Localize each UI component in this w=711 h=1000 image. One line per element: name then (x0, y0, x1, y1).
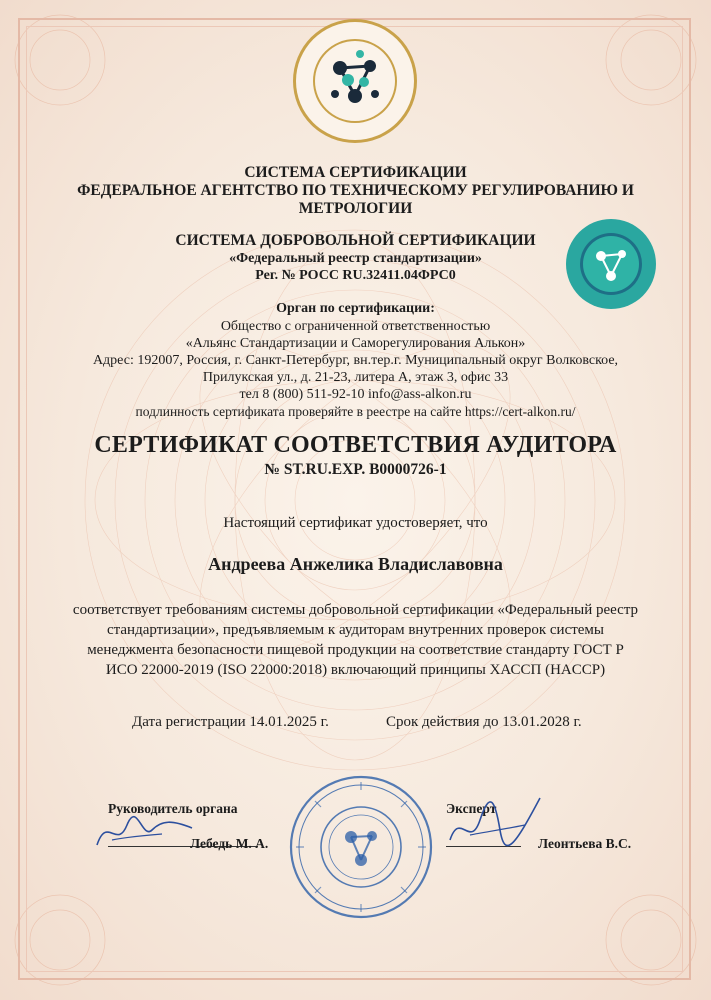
system-name: «Федеральный реестр стандартизации» (229, 251, 482, 266)
certification-body-stamp (286, 772, 436, 922)
certificate-number: № ST.RU.EXP. B0000726-1 (264, 461, 447, 478)
certificate-text-3: менеджмента безопасности пищевой продукции на соответствие стандарту ГОСТ Р (87, 642, 624, 658)
cert-body-address-1: Адрес: 192007, Россия, г. Санкт-Петербург, вн.тер.г. Муниципальный округ Волковское, (92, 353, 619, 368)
certificate-text-1: соответствует требованиям системы добровольной сертификации «Федеральный реестр (72, 602, 639, 618)
cert-body-heading: Орган по сертификации: (276, 301, 435, 316)
cert-body-line-1: Общество с ограниченной ответственностью (220, 319, 491, 334)
registration-date: Дата регистрации 14.01.2025 г. (132, 714, 329, 730)
certificate-title: СЕРТИФИКАТ СООТВЕТСТВИЯ АУДИТОРА (94, 432, 617, 458)
cert-verify-note: подлинность сертификата проверяйте в реестре на сайте https://cert-alkon.ru/ (135, 404, 576, 419)
header-line-3: МЕТРОЛОГИИ (298, 200, 413, 217)
expert-label: Эксперт (446, 801, 497, 816)
certificate-text-4: ИСО 22000-2019 (ISO 22000:2018) включающий принципы ХАССП (HACCP) (105, 662, 606, 678)
header-line-2: ФЕДЕРАЛЬНОЕ АГЕНТСТВО ПО ТЕХНИЧЕСКОМУ РЕГУЛИРОВАНИЮ И (77, 182, 634, 199)
cert-body-line-2: «Альянс Стандартизации и Саморегулирования Алькон» (185, 336, 526, 351)
certificate-intro: Настоящий сертификат удостоверяет, что (223, 515, 488, 531)
system-reg-number: Рег. № РОСС RU.32411.04ФРС0 (255, 268, 456, 283)
system-title: СИСТЕМА ДОБРОВОЛЬНОЙ СЕРТИФИКАЦИИ (175, 232, 536, 249)
certificate-holder: Андреева Анжелика Владиславовна (208, 554, 503, 574)
head-of-body-label: Руководитель органа (108, 801, 238, 816)
certificate-text-2: стандартизации», предъявляемым к аудиторам внутренних проверок системы (106, 622, 605, 638)
cert-body-contacts: тел 8 (800) 511-92-10 info@ass-alkon.ru (239, 387, 472, 402)
head-of-body-name: Лебедь М. А. (190, 836, 269, 851)
expert-signature (440, 790, 550, 860)
head-signature (92, 810, 202, 855)
header-line-1: СИСТЕМА СЕРТИФИКАЦИИ (244, 164, 467, 181)
cert-body-address-2: Прилукская ул., д. 21-23, литера А, этаж 3, офис 33 (202, 370, 509, 385)
validity-date: Срок действия до 13.01.2028 г. (386, 714, 582, 730)
expert-name: Леонтьева В.С. (538, 836, 632, 851)
federal-registry-logo-top (290, 16, 420, 146)
